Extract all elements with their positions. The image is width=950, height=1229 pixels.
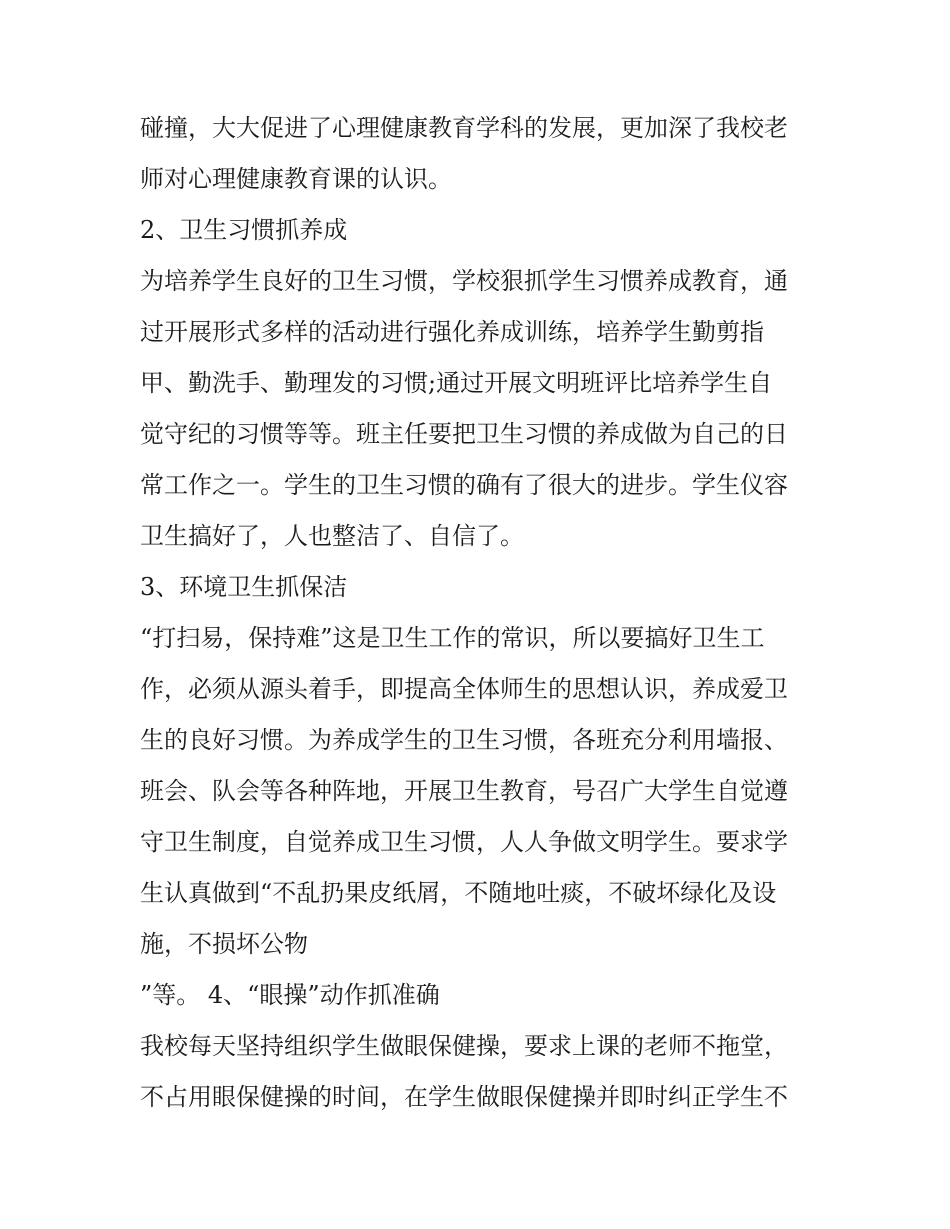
text-line-8: 常工作之一。学生的卫生习惯的确有了很大的进步。学生仪容 [140, 471, 788, 499]
text-line-6: 甲、勤洗手、勤理发的习惯;通过开展文明班评比培养学生自 [140, 369, 773, 397]
section-heading-2: 2、卫生习惯抓养成 [140, 216, 348, 244]
text-line-12: 作，必须从源头着手，即提高全体师生的思想认识，养成爱卫 [140, 675, 788, 703]
text-line-14: 班会、队会等各种阵地，开展卫生教育，号召广大学生自觉遵 [140, 777, 788, 805]
text-line-1: 碰撞，大大促进了心理健康教育学科的发展，更加深了我校老 [140, 114, 788, 142]
text-line-15: 守卫生制度，自觉养成卫生习惯，人人争做文明学生。要求学 [140, 828, 788, 856]
text-line-19: 我校每天坚持组织学生做眼保健操，要求上课的老师不拖堂， [140, 1032, 788, 1060]
text-line-2: 师对心理健康教育课的认识。 [140, 165, 452, 193]
text-line-17: 施，不损坏公物 [140, 930, 308, 958]
section-heading-4: ”等。 4、“眼操”动作抓准确 [140, 981, 440, 1009]
text-line-7: 觉守纪的习惯等等。班主任要把卫生习惯的养成做为自己的日 [140, 420, 788, 448]
text-line-13: 生的良好习惯。为养成学生的卫生习惯，各班充分利用墙报、 [140, 726, 788, 754]
text-line-5: 过开展形式多样的活动进行强化养成训练，培养学生勤剪指 [140, 318, 764, 346]
section-heading-3: 3、环境卫生抓保洁 [140, 573, 348, 601]
text-line-11: “打扫易，保持难”这是卫生工作的常识，所以要搞好卫生工 [140, 624, 765, 652]
text-line-9: 卫生搞好了，人也整洁了、自信了。 [140, 522, 524, 550]
text-line-20: 不占用眼保健操的时间，在学生做眼保健操并即时纠正学生不 [140, 1083, 788, 1111]
text-line-4: 为培养学生良好的卫生习惯，学校狠抓学生习惯养成教育，通 [140, 267, 788, 295]
text-line-16: 生认真做到“不乱扔果皮纸屑，不随地吐痰，不破坏绿化及设 [140, 879, 777, 907]
